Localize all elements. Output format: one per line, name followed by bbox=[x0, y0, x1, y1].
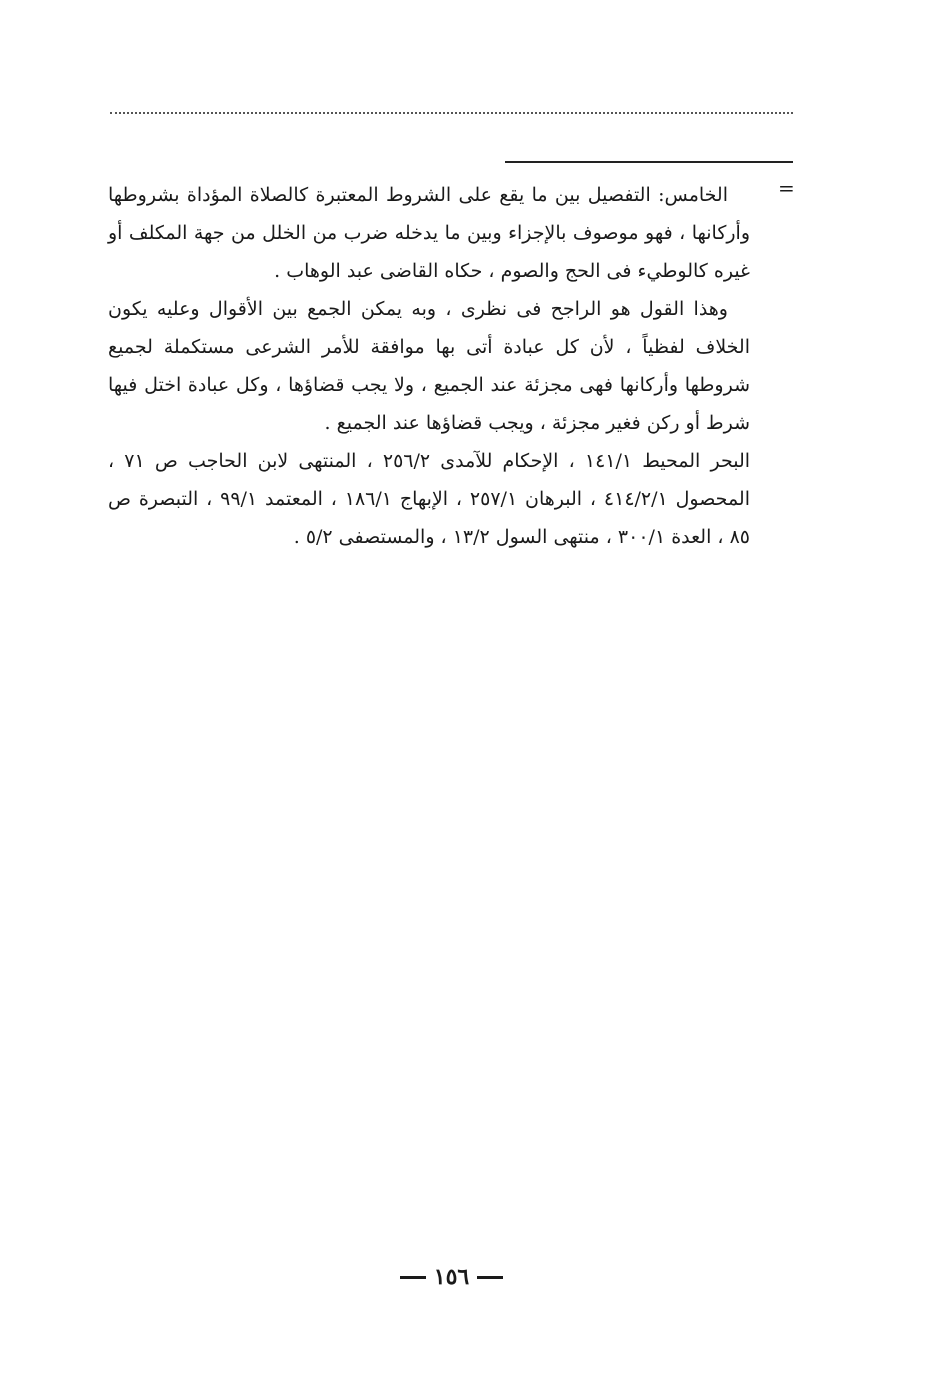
footnote-references: البحر المحيط ١٤١/١ ، الإحكام للآمدى ٢٥٦/٢ ، المنتهى لابن الحاجب ص ٧١ ، المحصول ٤١٤/٢/١ ، البرهان ٢٥٧/١ ، الإبهاج ١٨٦/١ ، المعتمد ٩٩/١ ، التبصرة ص ٨٥ ، العدة ٣٠٠/١ ، منتهى السول ١٣/٢ ، والمستصفى ٥/٢ . bbox=[108, 450, 751, 548]
page-number-dash-left bbox=[400, 1276, 426, 1279]
page-number: ١٥٦ bbox=[433, 1264, 470, 1290]
footnote-separator bbox=[505, 161, 793, 163]
page-number-dash-right bbox=[477, 1276, 503, 1279]
page-number-block bbox=[394, 1260, 509, 1294]
footnote-paragraph-1: الخامس: التفصيل بين ما يقع على الشروط المعتبرة كالصلاة المؤداة بشروطها وأركانها ، فهو موصوف بالإجزاء وبين ما يدخله ضرب من الخلل من جهة المكلف أو غيره كالوطيء فى الحج والصوم ، حكاه القاضى عبد الوهاب . bbox=[108, 184, 750, 282]
footnote-paragraph-2: وهذا القول هو الراجح فى نظرى ، وبه يمكن الجمع بين الأقوال وعليه يكون الخلاف لفظياً ، لأن كل عبادة أتى بها موافقة للأمر الشرعى مستكملة لجميع شروطها وأركانها فهى مجزئة عند الجميع ، ولا يجب قضاؤها ، وكل عبادة اختل فيها شرط أو ركن فغير مجزئة ، ويجب قضاؤها عند الجميع . bbox=[108, 298, 750, 434]
footnote-block bbox=[108, 176, 750, 556]
continuation-mark: = bbox=[778, 176, 795, 200]
header-dotted-rule bbox=[110, 112, 793, 114]
